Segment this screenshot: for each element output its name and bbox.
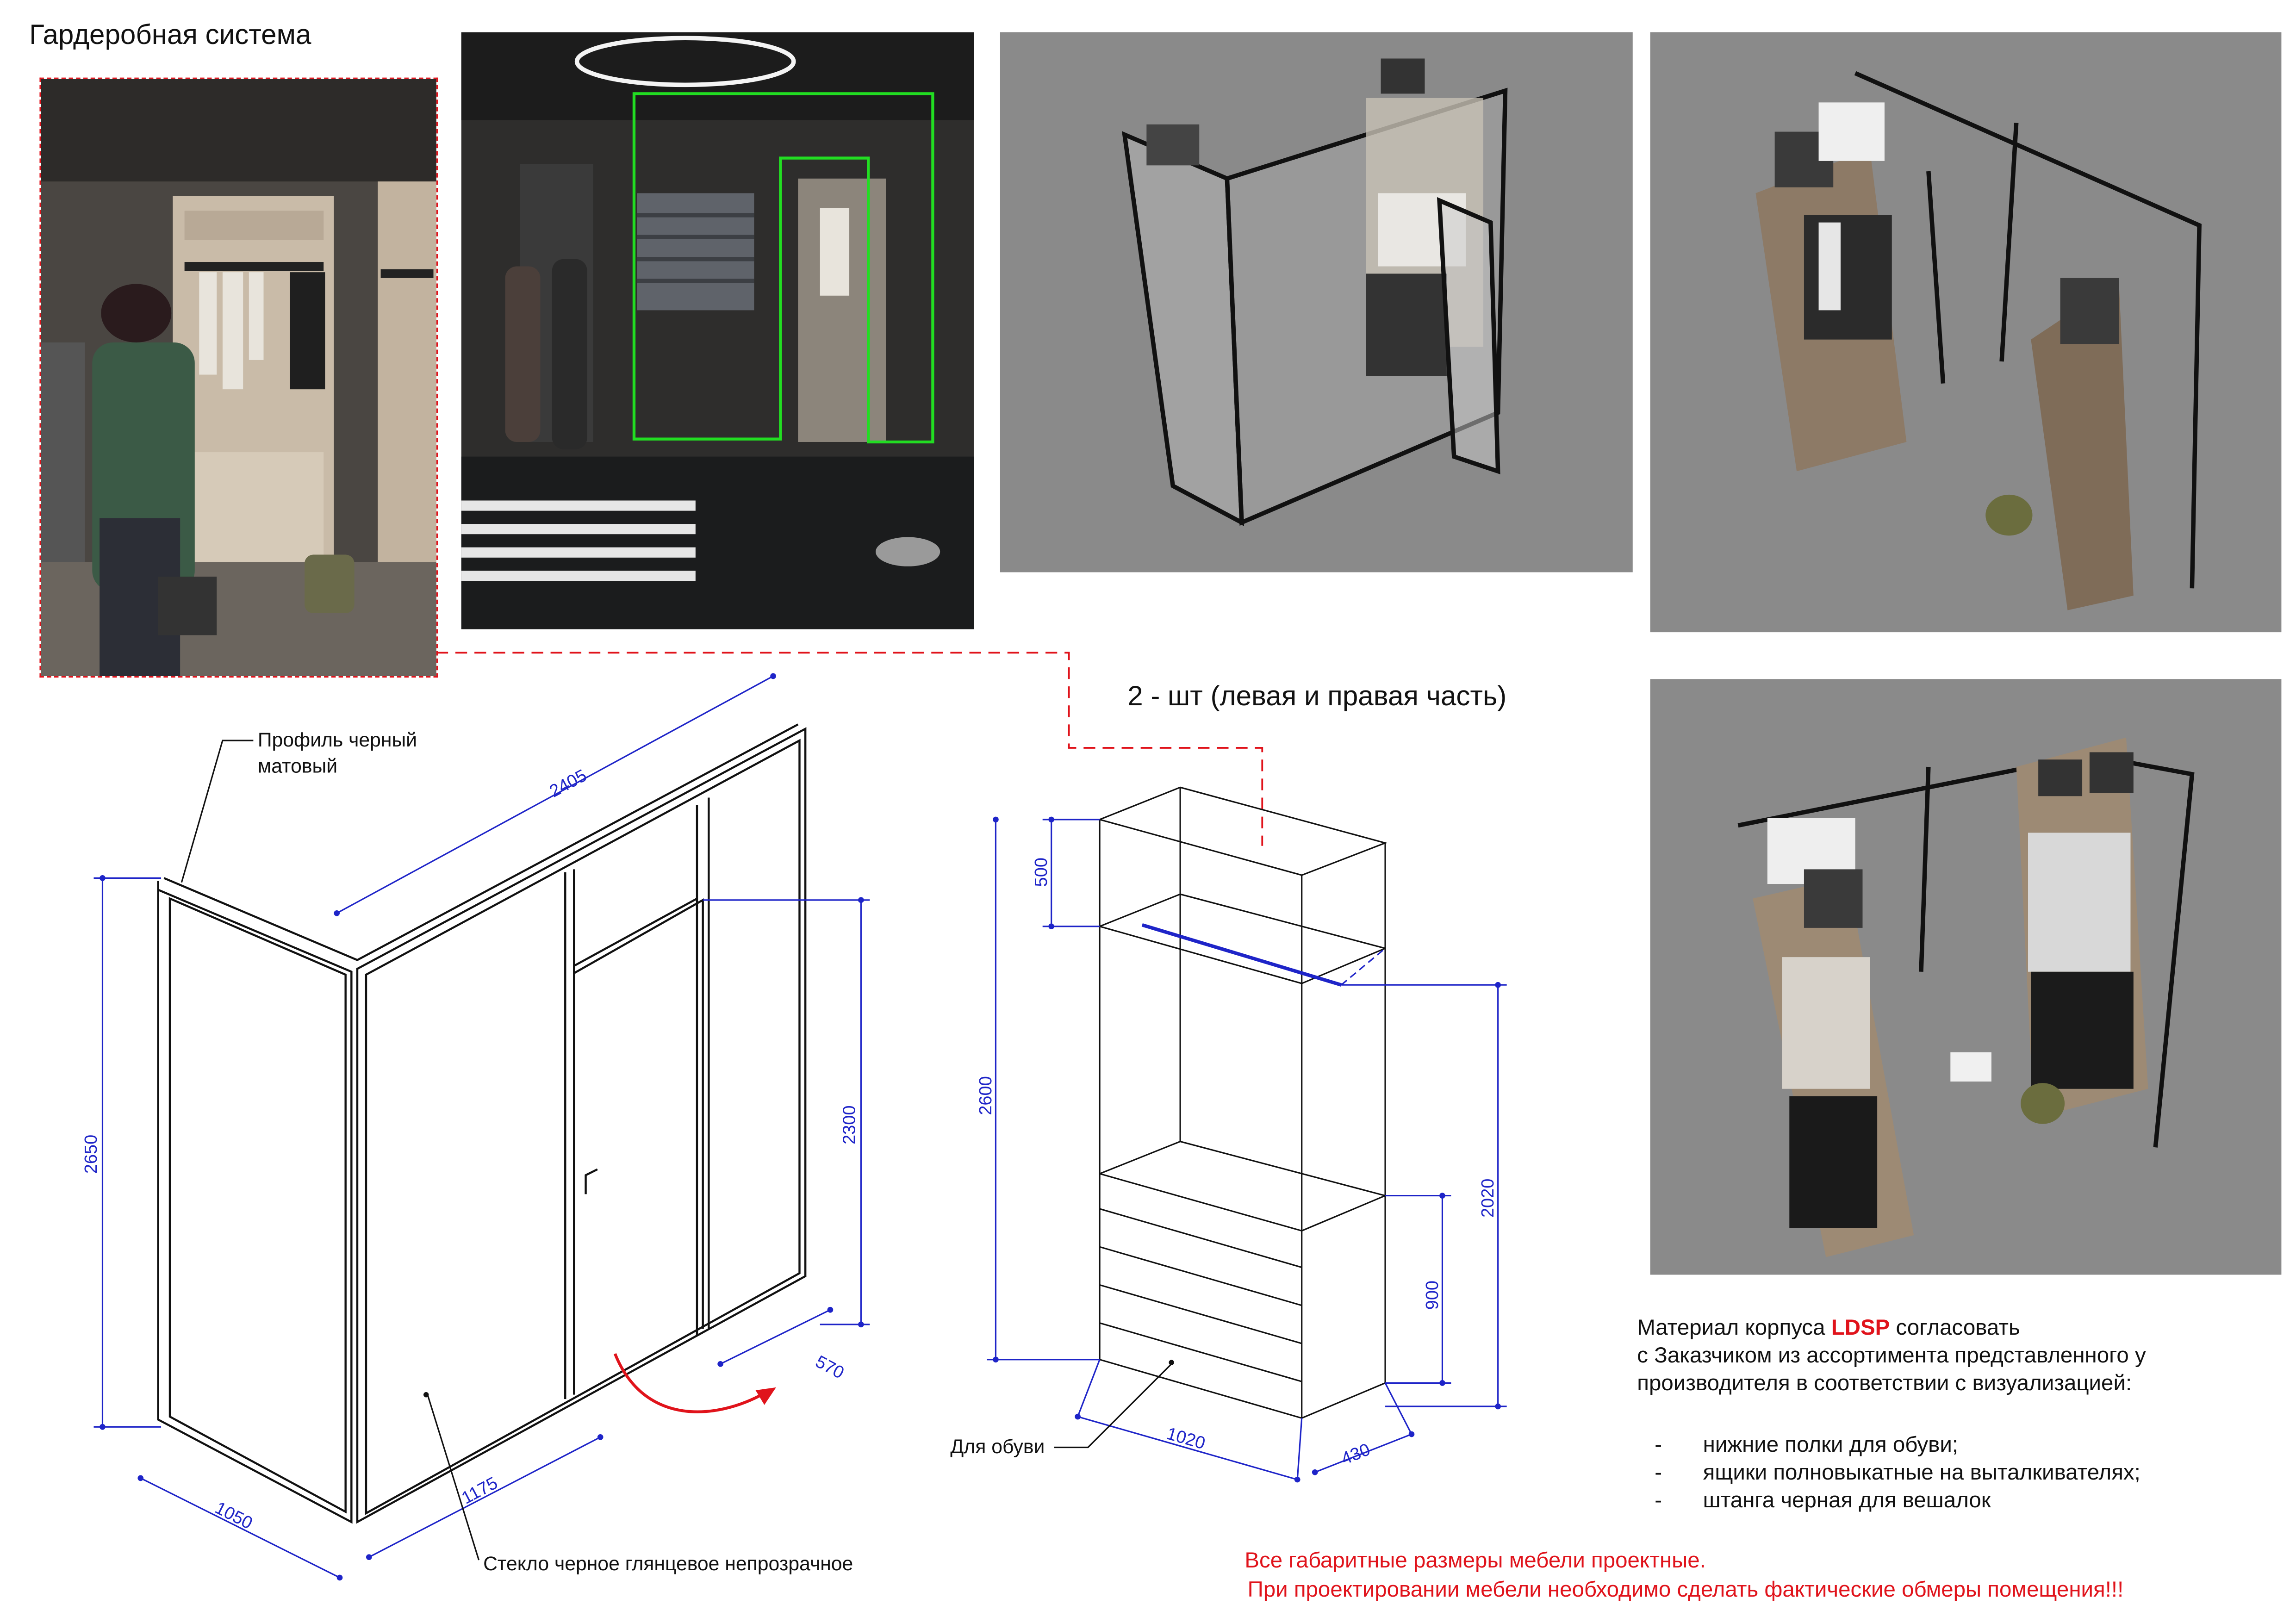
- shoes-leader-dot: [1169, 1360, 1174, 1365]
- shoes-leader: [1054, 1364, 1171, 1447]
- callout-profile: Профиль черный матовый: [257, 728, 417, 777]
- material-ldsp: LDSP: [1831, 1315, 1890, 1341]
- list-item: - штанга черная для вешалок: [1655, 1488, 1991, 1513]
- materials-line-2: с Заказчиком из ассортимента представленного у: [1637, 1343, 2146, 1368]
- glass-leader-dot: [423, 1392, 429, 1397]
- dim-rod-height: 2020: [1478, 1178, 1498, 1218]
- dim-cabinet-width: 1020: [1164, 1424, 1207, 1454]
- dim-side-b: 1175: [458, 1473, 501, 1508]
- materials-text: [1637, 1314, 2146, 1398]
- hanging-rod-hidden: [1341, 948, 1385, 985]
- dim-cabinet-depth: 430: [1338, 1440, 1373, 1469]
- cabinet-dimension-lines: [987, 820, 1506, 1480]
- dim-cabinet-top: 500: [1032, 858, 1052, 887]
- glass-leader: [428, 1395, 479, 1560]
- dim-partition-length: 2405: [546, 765, 590, 802]
- dim-drawers-height: 900: [1422, 1280, 1442, 1310]
- callout-glass: Стекло черное глянцевое непрозрачное: [483, 1553, 853, 1575]
- profile-leader: [181, 740, 253, 883]
- materials-list: [1655, 1431, 2140, 1515]
- list-item: - ящики полновыкатные на выталкивателях;: [1655, 1460, 2140, 1486]
- partition-dimension-lines: [93, 676, 870, 1578]
- materials-line-3: производителя в соответствии с визуализацией:: [1637, 1371, 2132, 1396]
- dim-door-height: 2300: [840, 1105, 859, 1144]
- list-item: - нижние полки для обуви;: [1655, 1432, 1959, 1458]
- partition-drawing: [158, 724, 805, 1522]
- dim-cabinet-height: 2600: [976, 1076, 996, 1115]
- note-line-1: Все габаритные размеры мебели проектные.: [1244, 1548, 1706, 1573]
- connector-line: [436, 653, 1262, 846]
- dim-side-a: 1050: [212, 1498, 256, 1533]
- quantity-label: 2 - шт (левая и правая часть): [1127, 682, 1507, 713]
- partition-dimension-ticks: [100, 673, 864, 1581]
- materials-line-1: Материал корпуса LDSP согласовать: [1637, 1315, 2020, 1341]
- dim-partition-height: 2650: [81, 1134, 101, 1174]
- page-title: Гардеробная система: [29, 20, 311, 51]
- note-line-2: При проектировании мебели необходимо сделать фактические обмеры помещения!!!: [1247, 1577, 2124, 1603]
- hanging-rod: [1142, 925, 1341, 985]
- callout-shoes: Для обуви: [950, 1436, 1045, 1458]
- cabinet-drawing: [1100, 787, 1385, 1418]
- dim-door-swing: 570: [812, 1352, 847, 1383]
